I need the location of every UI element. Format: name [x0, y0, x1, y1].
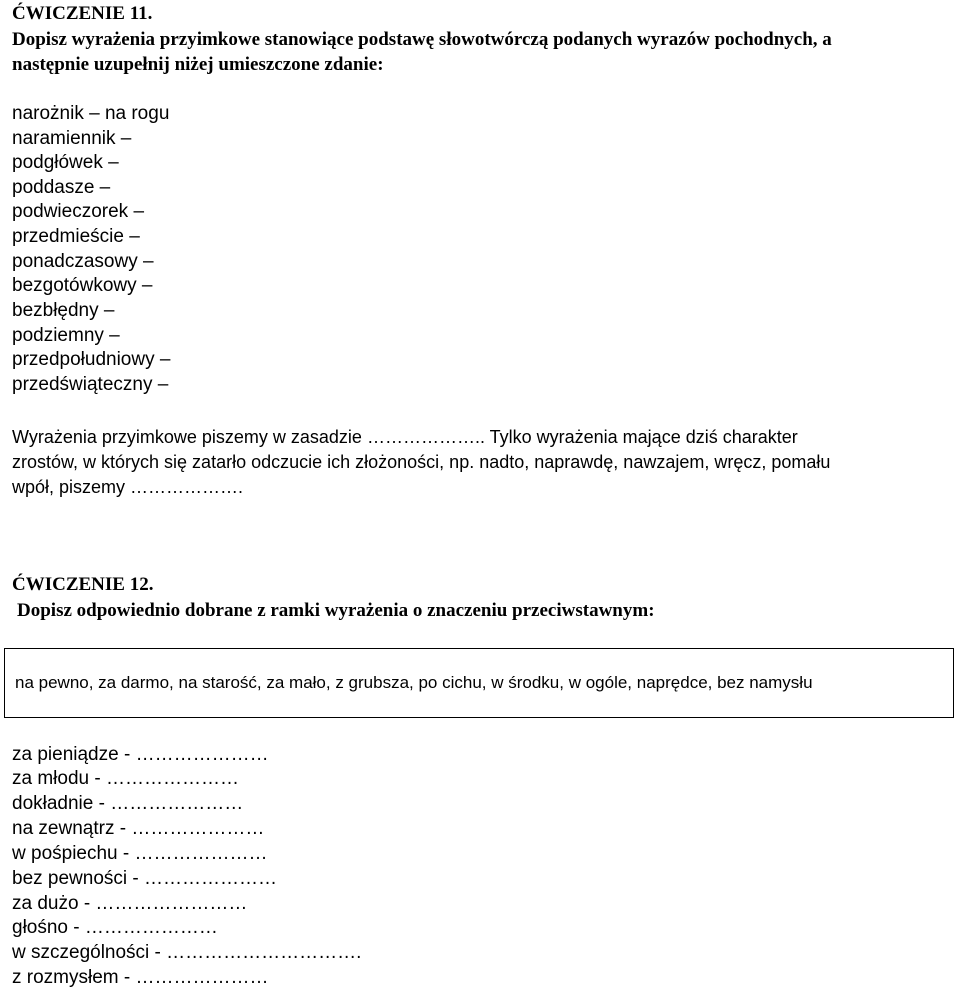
antonym-item: z rozmysłem - …………………	[12, 967, 269, 988]
exercise-12-instruction: Dopisz odpowiednio dobrane z ramki wyrażenia o znaczeniu przeciwstawnym:	[17, 600, 655, 621]
word-item: podziemny –	[12, 325, 120, 346]
word-item: przedmieście –	[12, 226, 140, 247]
word-item: bezgotówkowy –	[12, 275, 153, 296]
word-item: podwieczorek –	[12, 201, 145, 222]
antonym-item: dokładnie - …………………	[12, 793, 244, 814]
sentence-line-1: Wyrażenia przyimkowe piszemy w zasadzie ……………….. Tylko wyrażenia mające dziś charakter	[12, 427, 798, 447]
word-item: naramiennik –	[12, 128, 132, 149]
antonym-item: w pośpiechu - …………………	[12, 843, 268, 864]
antonym-item: za młodu - …………………	[12, 768, 239, 789]
word-item: bezbłędny –	[12, 300, 115, 321]
word-item: ponadczasowy –	[12, 251, 154, 272]
exercise-11-instruction-line-1: Dopisz wyrażenia przyimkowe stanowiące podstawę słowotwórczą podanych wyrazów pochodnych, a	[12, 29, 832, 50]
word-item: przedświąteczny –	[12, 374, 169, 395]
antonym-item: na zewnątrz - …………………	[12, 818, 265, 839]
word-item: poddasze –	[12, 177, 111, 198]
antonym-item: za dużo - ……………………	[12, 893, 248, 914]
antonym-item: w szczególności - ………………………….	[12, 942, 362, 963]
antonym-item: głośno - …………………	[12, 917, 218, 938]
exercise-11-instruction-line-2: następnie uzupełnij niżej umieszczone zdanie:	[12, 54, 384, 75]
exercise-11-title: ĆWICZENIE 11.	[12, 3, 153, 24]
antonym-item: bez pewności - …………………	[12, 868, 278, 889]
sentence-line-3: wpół, piszemy ……………….	[12, 477, 244, 497]
word-bank-text: na pewno, za darmo, na starość, za mało, z grubsza, po cichu, w środku, w ogóle, naprędce, bez namysłu	[15, 673, 813, 692]
antonym-item: za pieniądze - …………………	[12, 744, 269, 765]
word-item: podgłówek –	[12, 152, 119, 173]
word-item: przedpołudniowy –	[12, 349, 171, 370]
exercise-12-title: ĆWICZENIE 12.	[12, 574, 154, 595]
sentence-line-2: zrostów, w których się zatarło odczucie ich złożoności, np. nadto, naprawdę, nawzajem, wręcz, pomału	[12, 452, 831, 472]
word-bank-box	[4, 648, 954, 718]
word-item: narożnik – na rogu	[12, 103, 170, 124]
